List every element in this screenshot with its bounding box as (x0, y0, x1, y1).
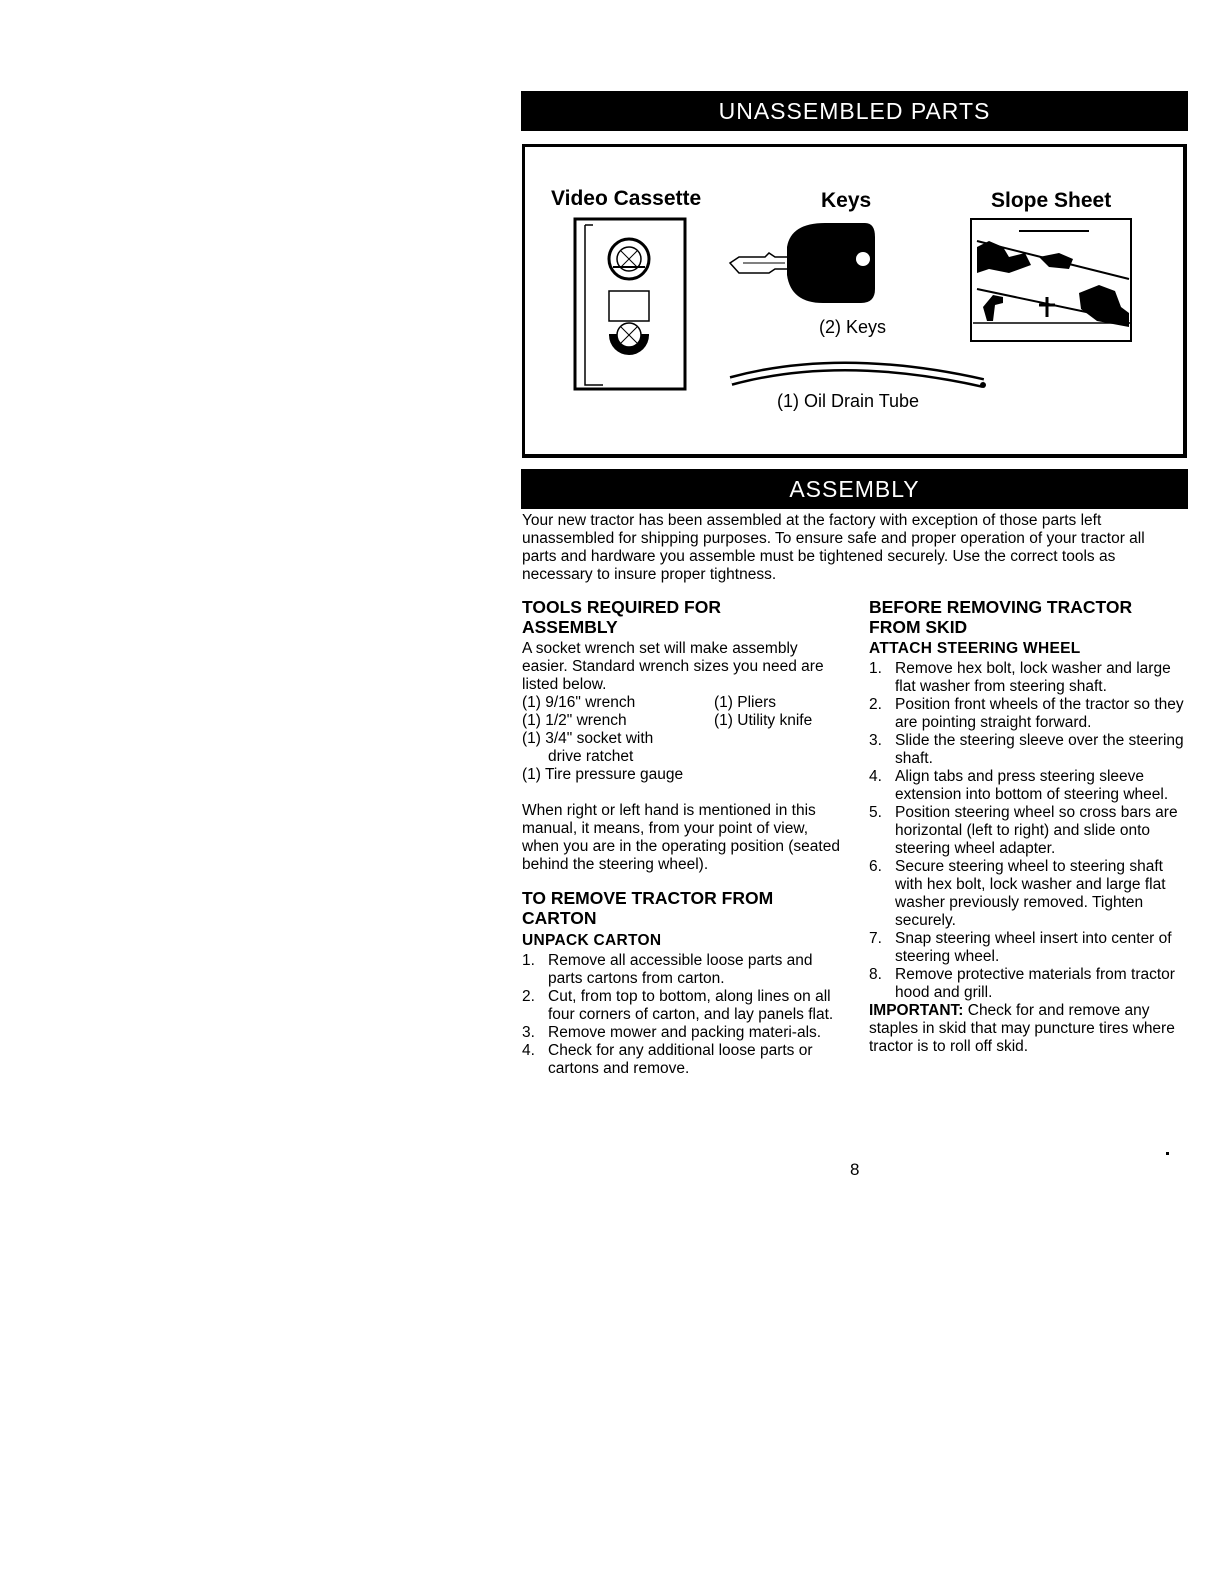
important-text: Check for and remove any staples in skid that may puncture tires where tractor is to roll off skid. (869, 1002, 1175, 1055)
tools-heading-line-1: TOOLS REQUIRED FOR (522, 597, 721, 617)
important-label: IMPORTANT: (869, 1002, 964, 1019)
remove-carton-heading-line-1: TO REMOVE TRACTOR FROM (522, 888, 774, 908)
unassembled-parts-banner: UNASSEMBLED PARTS (521, 91, 1188, 131)
list-item: 7. Snap steering wheel insert into center of steering wheel. (869, 930, 1172, 965)
attach-steering-wheel-subheading: ATTACH STEERING WHEEL (869, 640, 1081, 657)
tool-item: (1) 1/2" wrench (522, 712, 627, 729)
skid-heading-line-1: BEFORE REMOVING TRACTOR (869, 597, 1133, 617)
tools-text: A socket wrench set will make assembly easier. Standard wrench sizes you need are listed below. (522, 640, 824, 693)
tools-heading (522, 597, 842, 637)
tools-list (522, 694, 842, 748)
list-item: 4. Check for any additional loose parts or cartons and remove. (522, 1042, 813, 1077)
tools-heading-line-2: ASSEMBLY (522, 617, 618, 637)
list-item: 4. Align tabs and press steering sleeve extension into bottom of steering wheel. (869, 768, 1169, 803)
slope-sheet-title: Slope Sheet (991, 189, 1112, 212)
page-number: 8 (850, 1160, 860, 1179)
keys-caption: (2) Keys (819, 317, 887, 337)
assembly-intro: Your new tractor has been assembled at the factory with exception of those parts left unassembled for shipping purposes. To ensure safe and proper operation of your tractor all parts and hardware you assemble must be tightened securely. Use the correct tools as necessary to insure proper tightness. (522, 512, 1145, 583)
remove-carton-heading-line-2: CARTON (522, 908, 597, 928)
tool-item: (1) 3/4" socket with (522, 730, 654, 747)
list-item: 6. Secure steering wheel to steering shaft with hex bolt, lock washer and large flat washer previously removed. Tighten securely. (869, 858, 1166, 929)
hand-note: When right or left hand is mentioned in this manual, it means, from your point of view, when you are in the operating position (seated behind the steering wheel). (522, 802, 840, 873)
unassembled-parts-panel (522, 144, 1187, 458)
list-item: 3. Slide the steering sleeve over the steering shaft. (869, 732, 1184, 767)
list-item: 2. Cut, from top to bottom, along lines on all four corners of carton, and lay panels flat. (522, 988, 834, 1023)
left-column (522, 597, 842, 1078)
list-item: 1. Remove all accessible loose parts and parts cartons from carton. (522, 952, 813, 987)
unpack-carton-steps (522, 952, 842, 1078)
list-item: 1. Remove hex bolt, lock washer and large flat washer from steering shaft. (869, 660, 1171, 695)
list-item: 3. Remove mower and packing materi-als. (522, 1024, 822, 1041)
tool-item-continued: drive ratchet (548, 748, 634, 765)
right-column (869, 597, 1185, 1056)
tool-item: (1) Tire pressure gauge (522, 766, 684, 783)
slope-sheet-illustration (969, 217, 1133, 343)
unpack-carton-subheading: UNPACK CARTON (522, 932, 662, 949)
assembly-banner: ASSEMBLY (521, 469, 1188, 509)
list-item: 2. Position front wheels of the tractor so they are pointing straight forward. (869, 696, 1184, 731)
keys-title: Keys (821, 189, 872, 212)
attach-steering-wheel-steps (869, 660, 1185, 1002)
video-cassette-title: Video Cassette (551, 187, 702, 210)
oil-drain-tube-caption: (1) Oil Drain Tube (777, 391, 920, 411)
tool-item: (1) Pliers (714, 694, 777, 711)
skid-heading-line-2: FROM SKID (869, 617, 968, 637)
remove-carton-heading (522, 888, 842, 928)
skid-heading (869, 597, 1185, 637)
tool-item: (1) Utility knife (714, 712, 813, 729)
list-item: 5. Position steering wheel so cross bars are horizontal (left to right) and slide onto steering wheel adapter. (869, 804, 1178, 857)
oil-drain-tube-illustration (721, 345, 993, 395)
key-icon (725, 217, 885, 307)
tool-item-empty (714, 730, 842, 748)
list-item: 8. Remove protective materials from tractor hood and grill. (869, 966, 1175, 1001)
speck-mark (1166, 1152, 1169, 1155)
tool-item: (1) 9/16" wrench (522, 694, 636, 711)
important-note (869, 1002, 1185, 1056)
video-cassette-illustration (573, 217, 689, 393)
